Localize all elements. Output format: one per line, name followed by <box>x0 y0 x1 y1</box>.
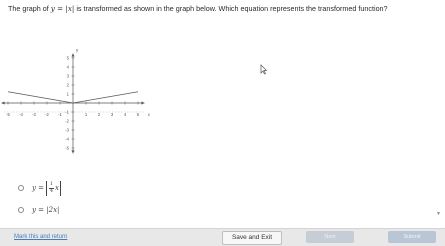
x-tick-label: x <box>147 112 150 117</box>
x-tick-label: 3 <box>110 112 114 117</box>
abs-left-bar <box>46 181 47 196</box>
footer-bar <box>0 228 445 246</box>
mouse-pointer-icon <box>260 64 268 75</box>
y-axis-bottom-arrow-icon <box>71 150 74 153</box>
x-tick-label: -4 <box>19 112 23 117</box>
x-tick-label: 2 <box>97 112 101 117</box>
x-tick-label: -1 <box>58 112 62 117</box>
x-tick-label: 1 <box>84 112 88 117</box>
x-tick-label: 5 <box>136 112 140 117</box>
x-tick-label: -3 <box>32 112 36 117</box>
x-tick-label: -2 <box>45 112 49 117</box>
answer-options <box>18 178 63 222</box>
question-equation: y = |x| <box>50 4 75 13</box>
option-1-equation <box>32 181 63 196</box>
answer-option-1[interactable] <box>18 178 63 198</box>
y-tick-label: 5 <box>66 55 69 61</box>
y-tick-label: -1 <box>65 109 69 115</box>
question-suffix: is transformed as shown in the graph below. Which equation represents the transformed function? <box>74 4 388 13</box>
radio-button[interactable] <box>18 185 24 191</box>
mark-and-return-link[interactable]: Mark this and return <box>14 234 68 240</box>
y-tick-label: -4 <box>65 136 69 142</box>
y-tick-label: -5 <box>65 145 69 151</box>
y-axis-label: y <box>76 47 79 53</box>
abs-right-bar <box>60 181 61 196</box>
fraction-denominator: 4 <box>49 187 54 194</box>
option-2-equation: y = |2x| <box>32 206 60 214</box>
submit-button[interactable]: Submit <box>388 231 436 243</box>
save-and-exit-button[interactable]: Save and Exit <box>222 231 282 245</box>
answer-option-2[interactable] <box>18 200 63 220</box>
y-tick-label: 2 <box>66 82 69 88</box>
next-button[interactable]: Next <box>306 231 354 243</box>
x-axis-left-arrow-icon <box>2 101 5 104</box>
option-1-variable: x <box>55 184 59 192</box>
y-tick-label: -3 <box>65 127 69 133</box>
y-tick-label: 4 <box>66 64 69 70</box>
fraction <box>49 182 54 194</box>
question-prefix: The graph of <box>8 4 51 13</box>
x-axis-right-arrow-icon <box>142 101 145 104</box>
option-1-prefix: y = <box>32 184 45 192</box>
y-tick-label: 1 <box>66 91 69 97</box>
y-tick-label: -2 <box>65 118 69 124</box>
fraction-numerator: 1 <box>49 181 54 187</box>
radio-button[interactable] <box>18 207 24 213</box>
x-tick-label: -5 <box>6 112 10 117</box>
y-axis-top-arrow-icon <box>71 54 74 57</box>
x-tick-label: 4 <box>123 112 127 117</box>
scroll-down-icon[interactable]: ▼ <box>436 211 441 217</box>
y-tick-label: 3 <box>66 73 69 79</box>
